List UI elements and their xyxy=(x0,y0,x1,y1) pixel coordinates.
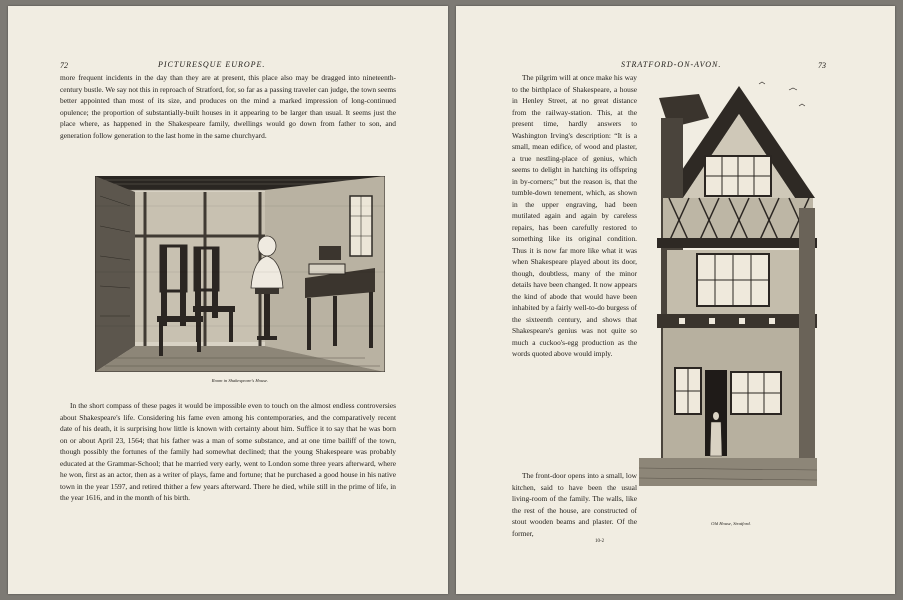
signature-mark: 10-2 xyxy=(595,539,605,544)
paragraph: The pilgrim will at once make his way to the birthplace of Shakespeare, a house in Henley Street, at no great distance from the railway-station. This, at the present time, hardly answers to Washington Irving's description: “It is a small, mean edifice, of wood and plaster, a true nestling-place of genius, which seems to delight in hatching its offspring in by-corners;” but the reason is, that the tumble-down tenement, which, as shown in the upper engraving, had been mutilated again and again by careless repairs, has been carefully restored to something like its original condition. Thus it is now far more like what it was when Shakespeare played about its door, though, doubtless, many of the minor details have been changed. It now appears the kind of abode that would have been inhabited by a fairly well-to-do burgess of the sixteenth century, and shows that Shakespeare's genius was not quite so much a cuckoo's-egg production as the words quoted above would imply. xyxy=(512,73,637,358)
figure-caption: Old House, Stratford. xyxy=(711,521,751,526)
left-page xyxy=(8,6,448,594)
paragraph: more frequent incidents in the day than they are at present, this place also may be dragged into nineteenth-century bustle. We say not this in reproach of Stratford, for, so far as a passing traveler can judge, the town seems better appointed than most of its size, and produces on the mind a marked impression of long-continued opulence; the proportion of substantially-built houses in it appearing to be larger than usual. It seems just the place where, as happened in the Shakespeare family, dwellings would go down from father to son, and generation follow generation to the last home in the same churchyard. xyxy=(60,73,396,140)
page-number: 72 xyxy=(60,61,68,70)
paragraph: The front-door opens into a small, low kitchen, said to have been the usual living-room of the family. The walls, like the rest of the house, are constructed of stout wooden beams and plaster. Of the former, xyxy=(512,471,637,538)
paragraph: In the short compass of these pages it would be impossible even to touch on the almost endless controversies about Shakespeare's life. Considering his fame even among his contemporaries, and the comparatively recent date of his death, it is surprising how little is known with certainty about him. Suffice it to say that he was born on or about April 23, 1564; that his father was a man of some substance, and at one time bailiff of the town, though possibly the fortunes of the family had somewhat declined; that the young Shakespeare was probably educated at the Grammar-School; that he married very early, went to London some three years afterward, where he won, first as an actor, then as a writer of plays, fame and fortune; that he purchased a good house in his native town in the year 1597, and retired thither a few years afterward. There he died, while still in the prime of life, in the year 1616, and in the month of his birth. xyxy=(60,401,396,502)
figure-caption: Room in Shakespeare's House. xyxy=(211,378,269,383)
room-engraving xyxy=(95,176,385,372)
running-head: PICTURESQUE EUROPE. xyxy=(158,60,266,69)
right-page xyxy=(456,6,895,594)
running-head: STRATFORD-ON-AVON. xyxy=(621,60,722,69)
old-house-engraving xyxy=(639,78,817,514)
page-number: 73 xyxy=(818,61,826,70)
